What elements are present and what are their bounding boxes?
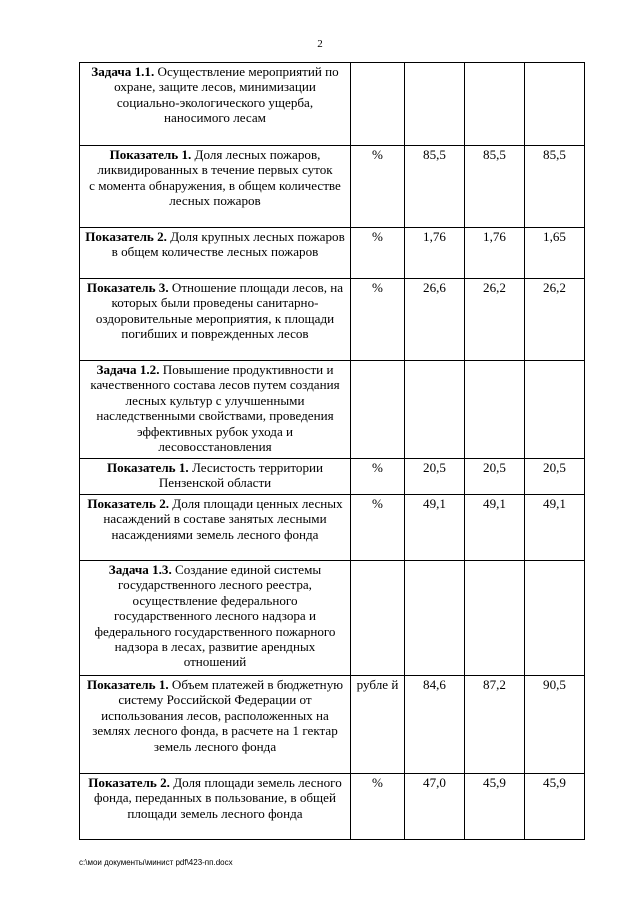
row-description-cell xyxy=(80,774,351,840)
file-path-footer: c:\мои документы\минист pdf\423-пп.docx xyxy=(79,858,233,867)
row-label: Показатель 2. xyxy=(85,229,167,244)
value-cell-1: 20,5 xyxy=(405,459,465,495)
value-cell-2: 1,76 xyxy=(465,228,525,279)
row-label: Показатель 1. xyxy=(106,460,189,475)
page-number: 2 xyxy=(317,38,323,50)
row-text: Доля площади ценных лесных насаждений в составе занятых лесными насаждениями земель лесного фонда xyxy=(103,496,343,542)
value-cell-1: 26,6 xyxy=(405,279,465,361)
row-text: Лесистость территории Пензенской области xyxy=(158,460,324,491)
table-row xyxy=(80,561,585,676)
value-cell-1: 84,6 xyxy=(405,676,465,774)
value-cell-2: 45,9 xyxy=(465,774,525,840)
value-cell-1: 1,76 xyxy=(405,228,465,279)
value-cell-2: 85,5 xyxy=(465,146,525,228)
value-cell-3 xyxy=(525,63,585,146)
row-description-cell xyxy=(80,561,351,676)
value-cell-2 xyxy=(465,63,525,146)
value-cell-2 xyxy=(465,561,525,676)
row-description-cell xyxy=(80,361,351,459)
value-cell-3: 1,65 xyxy=(525,228,585,279)
table-row xyxy=(80,459,585,495)
row-label: Задача 1.2. xyxy=(96,362,160,377)
value-cell-1: 47,0 xyxy=(405,774,465,840)
row-text: Объем платежей в бюджетную систему Российской Федерации от использования лесов, расположенных на землях лесного фонда, в расчете на 1 гектар земель лесного фонда xyxy=(92,677,344,754)
table-row xyxy=(80,63,585,146)
indicators-table xyxy=(79,62,585,840)
value-cell-3 xyxy=(525,561,585,676)
row-text: Создание единой системы государственного лесного реестра, осуществление федерального государственного лесного надзора и федерального государственного пожарного надзора в лесах, развитие арендных отношений xyxy=(94,562,336,670)
unit-cell: % xyxy=(351,228,405,279)
table-row xyxy=(80,228,585,279)
value-cell-1: 85,5 xyxy=(405,146,465,228)
value-cell-3: 26,2 xyxy=(525,279,585,361)
unit-cell xyxy=(351,361,405,459)
row-text: Осуществление мероприятий по охране, защите лесов, минимизации социально-экологического ущерба, наносимого лесам xyxy=(114,64,339,126)
row-description-cell xyxy=(80,495,351,561)
table-row xyxy=(80,676,585,774)
unit-cell: % xyxy=(351,774,405,840)
value-cell-1 xyxy=(405,63,465,146)
value-cell-3: 85,5 xyxy=(525,146,585,228)
row-description-cell xyxy=(80,228,351,279)
row-label: Показатель 2. xyxy=(88,775,170,790)
row-text: Повышение продуктивности и качественного состава лесов путем создания лесных культур с улучшенными наследственными свойствами, проведения эффективных рубок ухода и лесовосстановления xyxy=(90,362,340,455)
unit-cell: % xyxy=(351,146,405,228)
value-cell-1 xyxy=(405,561,465,676)
value-cell-2: 26,2 xyxy=(465,279,525,361)
row-label: Показатель 3. xyxy=(86,280,169,295)
value-cell-1: 49,1 xyxy=(405,495,465,561)
value-cell-1 xyxy=(405,361,465,459)
table-row xyxy=(80,361,585,459)
value-cell-3: 20,5 xyxy=(525,459,585,495)
row-description-cell xyxy=(80,146,351,228)
unit-cell xyxy=(351,561,405,676)
table-row xyxy=(80,279,585,361)
unit-cell: % xyxy=(351,495,405,561)
row-label: Задача 1.1. xyxy=(91,64,155,79)
table-row xyxy=(80,774,585,840)
value-cell-2: 87,2 xyxy=(465,676,525,774)
unit-cell: рубле й xyxy=(351,676,405,774)
row-text: Доля площади земель лесного фонда, переданных в пользование, в общей площади земель лесного фонда xyxy=(94,775,342,821)
row-label: Показатель 1. xyxy=(109,147,192,162)
value-cell-2: 20,5 xyxy=(465,459,525,495)
unit-cell xyxy=(351,63,405,146)
unit-cell: % xyxy=(351,459,405,495)
row-label: Задача 1.3. xyxy=(108,562,172,577)
row-text: Отношение площади лесов, на которых были проведены санитарно-оздоровительные мероприятия, к площади погибших и поврежденных лесов xyxy=(95,280,344,342)
table-row xyxy=(80,146,585,228)
value-cell-3 xyxy=(525,361,585,459)
unit-cell: % xyxy=(351,279,405,361)
value-cell-3: 49,1 xyxy=(525,495,585,561)
row-label: Показатель 1. xyxy=(86,677,169,692)
row-description-cell xyxy=(80,676,351,774)
row-text: Доля крупных лесных пожаров в общем количестве лесных пожаров xyxy=(111,229,345,260)
row-description-cell xyxy=(80,279,351,361)
value-cell-2 xyxy=(465,361,525,459)
value-cell-2: 49,1 xyxy=(465,495,525,561)
value-cell-3: 90,5 xyxy=(525,676,585,774)
value-cell-3: 45,9 xyxy=(525,774,585,840)
row-text: Доля лесных пожаров, ликвидированных в течение первых суток с момента обнаружения, в общем количестве лесных пожаров xyxy=(89,147,341,209)
row-label: Показатель 2. xyxy=(87,496,170,511)
table-row xyxy=(80,495,585,561)
row-description-cell xyxy=(80,459,351,495)
row-description-cell xyxy=(80,63,351,146)
